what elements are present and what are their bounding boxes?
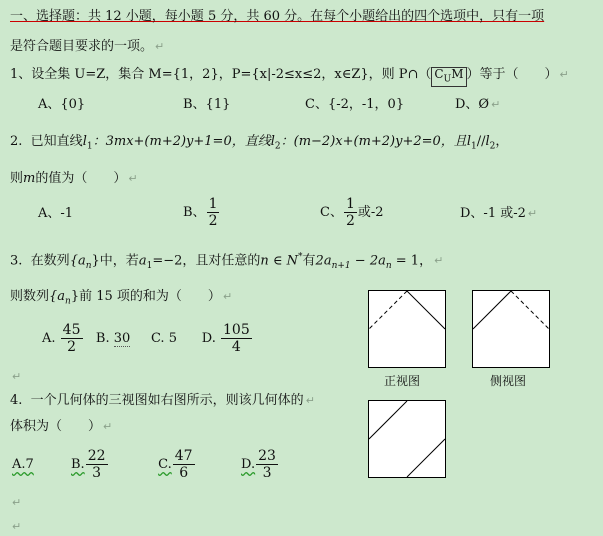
q2-option-b: B、 $\frac{1}{2}$ [183, 196, 218, 229]
fraction: $\frac{1}{2}$ [345, 196, 355, 229]
blank-line: ↵ [12, 370, 22, 383]
front-view-figure [368, 290, 446, 368]
hidden-edge-right [511, 291, 549, 329]
front-view-drawing [369, 291, 445, 367]
question-1: 1、设全集 U=Z，集合 M={1，2}，P={x|-2≤x≤2，x∈Z}，则 P∩（ $C_UM$ ）等于（ ） ↵ [10, 66, 569, 87]
top-view-figure [368, 400, 446, 478]
question-4: 4. 一个几何体的三视图如右图所示，则该几何体的 ↵ [10, 393, 315, 408]
diagonal-upper [369, 401, 407, 439]
q1-text-b: ）等于（ ） [466, 67, 558, 82]
q4-option-c: C. $\frac{47}{6}$ [158, 448, 193, 481]
fraction: $\frac{47}{6}$ [174, 448, 193, 481]
q1-option-d: D、Ø ↵ [455, 97, 501, 112]
section-heading-line1 [10, 8, 544, 26]
diagonal-lower [407, 439, 445, 477]
paragraph-mark: ↵ [155, 40, 165, 53]
q1-option-b: B、{1} [183, 97, 231, 112]
question-2-line2: 则m的值为（ ） ↵ [10, 171, 138, 186]
question-4-line2: 体积为（ ） ↵ [10, 419, 113, 434]
side-view-caption: 侧视图 [490, 374, 527, 388]
q2-number: 2. [10, 134, 23, 149]
blank-line-2: ↵ [12, 496, 22, 509]
fraction: $\frac{45}{2}$ [62, 322, 81, 355]
complement-symbol: $C_UM$ [431, 67, 466, 87]
heading-text-2: 是符合题目要求的一项。 [10, 39, 154, 54]
section-heading-line2 [10, 38, 164, 56]
q4-option-a: A.7 [12, 457, 34, 472]
front-view-caption: 正视图 [384, 374, 421, 388]
question-3-line2: 则数列$\{a_n\}$前 15 项的和为（ ） ↵ [10, 289, 233, 307]
hidden-edge-left [369, 291, 407, 329]
q2-option-a: A、-1 [38, 206, 74, 221]
q3-options: A. $\frac{45}{2}$ B. 30 C. 5 D. $\frac{105}{4}$ [42, 322, 250, 355]
q1-number: 1、 [10, 67, 32, 82]
visible-edge-left [473, 291, 511, 329]
visible-edge-right [407, 291, 445, 329]
q2-option-d: D、-1 或-2 ↵ [460, 206, 538, 221]
question-3: 3. 在数列$\{a_n\}$中，若$a_1=-2$，且对任意的n ∈ N*有$2a_{n+1} - 2a_n = 1$， ↵ [10, 252, 444, 271]
q4-option-d: D. $\frac{23}{3}$ [241, 448, 276, 481]
question-2: 2. 已知直线$l_1$：3mx+(m+2)y+1=0，直线$l_2$：(m−2)x+(m+2)y+2=0，且$l_1//l_2$， [10, 134, 509, 152]
fraction: $\frac{23}{3}$ [258, 448, 276, 481]
q4-option-b: B. $\frac{22}{3}$ [71, 448, 106, 481]
side-view-drawing [473, 291, 549, 367]
q2-option-c: C、 $\frac{1}{2}$ 或-2 [320, 196, 384, 229]
q1-text-a: 设全集 U=Z，集合 M={1，2}，P={x|-2≤x≤2，x∈Z}，则 P∩（ [31, 67, 432, 82]
top-view-drawing [369, 401, 445, 477]
fraction: $\frac{105}{4}$ [223, 322, 250, 355]
side-view-figure [472, 290, 550, 368]
fraction: $\frac{1}{2}$ [208, 196, 218, 229]
blank-line-3: ↵ [12, 520, 22, 533]
q1-option-c: C、{-2，-1，0} [305, 97, 405, 112]
q1-option-a: A、{0} [38, 97, 86, 112]
heading-text: 一、选择题：共 12 小题，每小题 5 分，共 60 分。在每个小题给出的四个选项中，只有一项 [10, 9, 545, 24]
fraction: $\frac{22}{3}$ [87, 448, 106, 481]
q4-options [12, 448, 279, 481]
